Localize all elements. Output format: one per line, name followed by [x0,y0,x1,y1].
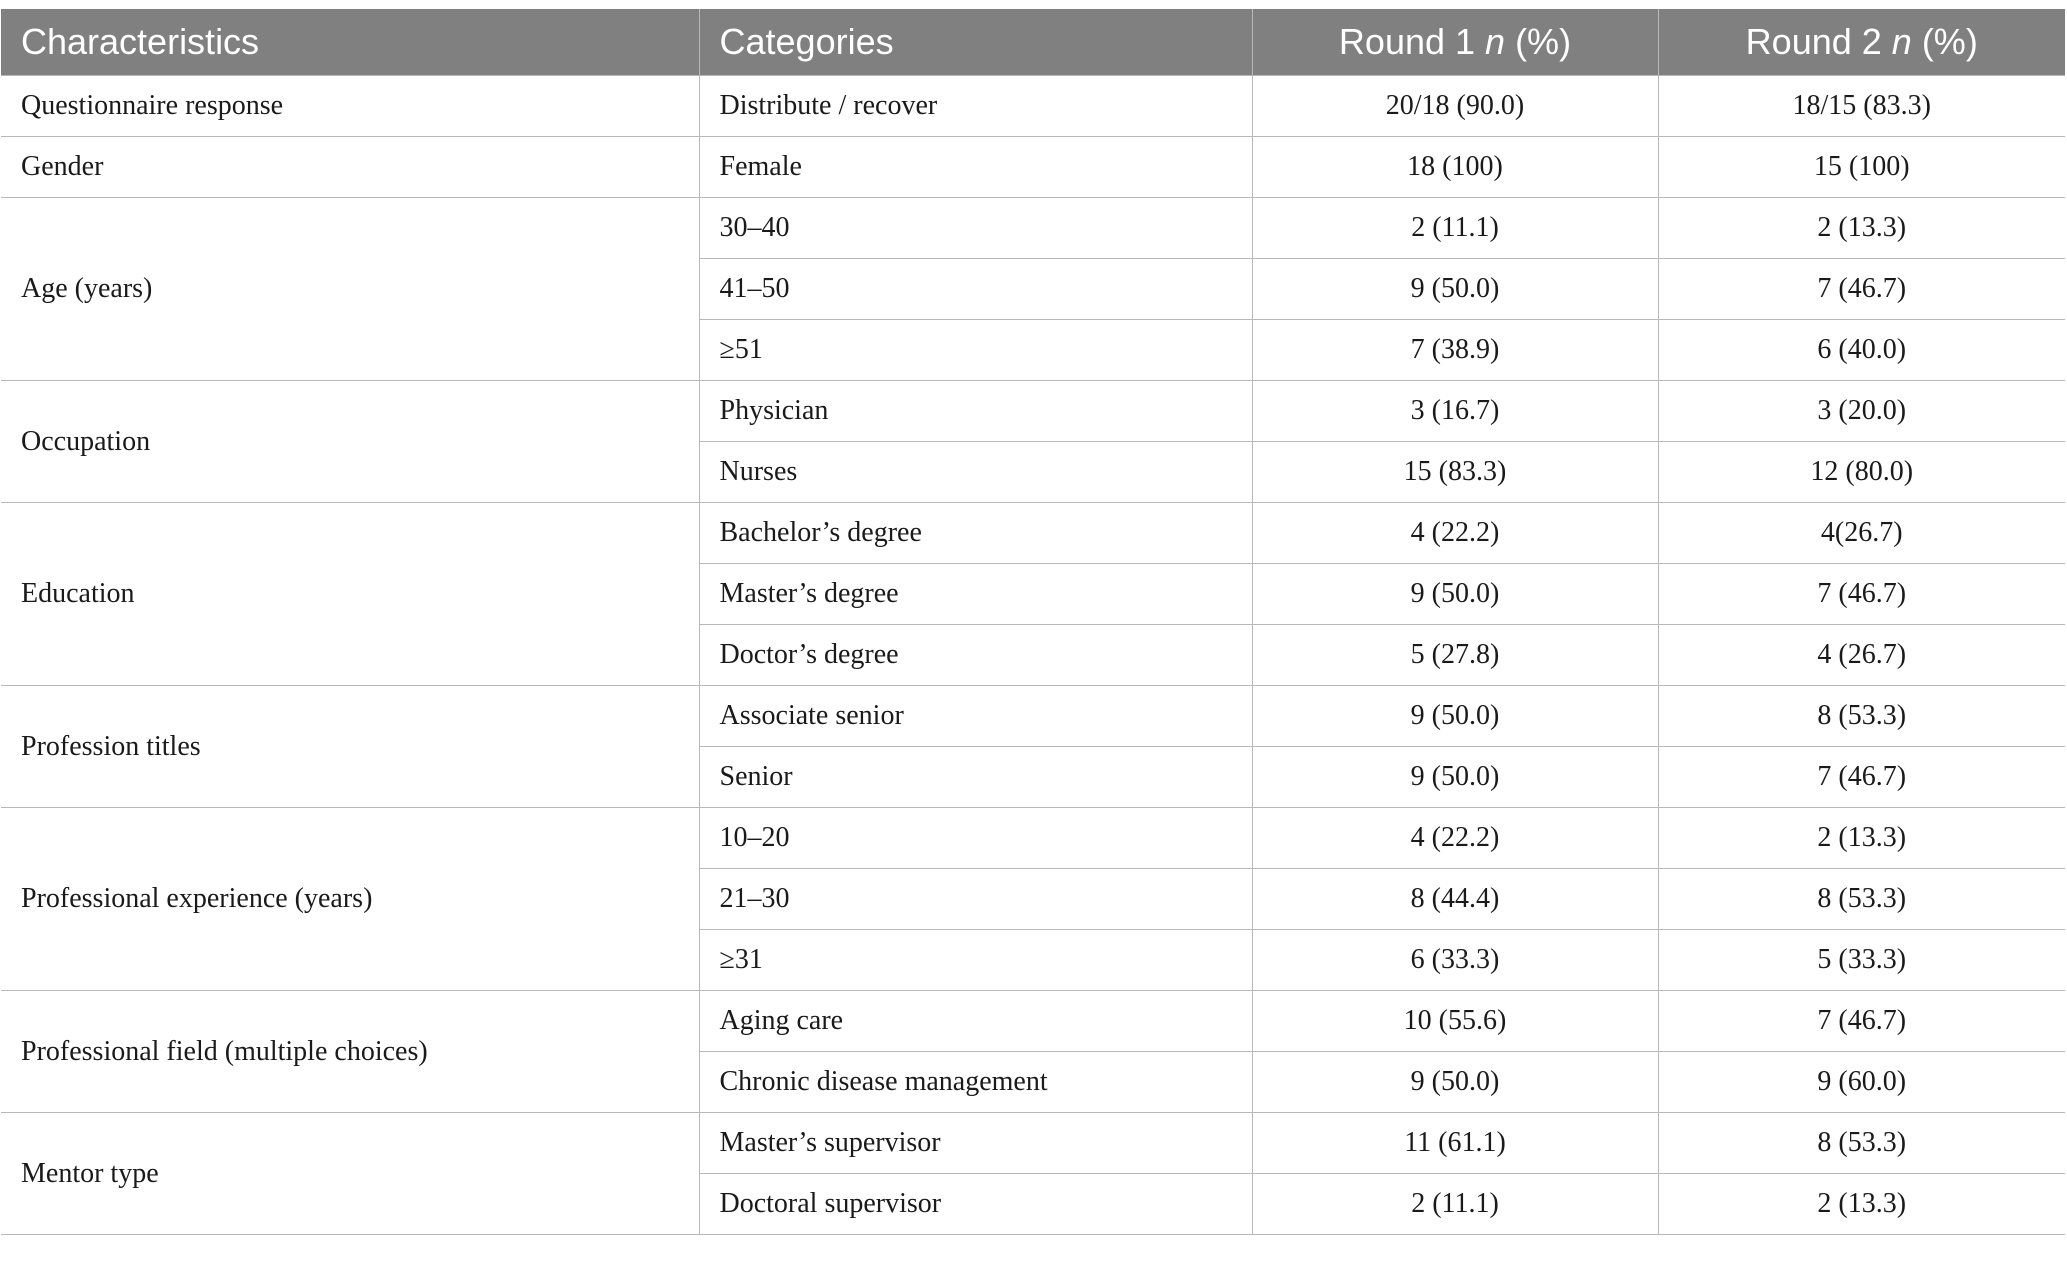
category-cell: Bachelor’s degree [699,503,1252,564]
characteristic-cell: Professional experience (years) [1,808,699,991]
characteristic-cell: Gender [1,137,699,198]
category-cell: Master’s supervisor [699,1113,1252,1174]
round1-cell: 7 (38.9) [1252,320,1658,381]
header-row [1,9,2065,76]
round1-cell: 9 (50.0) [1252,259,1658,320]
table-row [1,808,2065,869]
round1-cell: 10 (55.6) [1252,991,1658,1052]
table-row [1,1113,2065,1174]
header-categories: Categories [699,9,1252,76]
characteristic-cell: Occupation [1,381,699,503]
header-round2-prefix: Round 2 [1745,21,1892,62]
category-cell: 41–50 [699,259,1252,320]
category-cell: Female [699,137,1252,198]
header-round1 [1252,9,1658,76]
characteristic-cell: Questionnaire response [1,76,699,137]
round1-cell: 18 (100) [1252,137,1658,198]
category-cell: Master’s degree [699,564,1252,625]
round1-cell: 9 (50.0) [1252,686,1658,747]
round1-cell: 9 (50.0) [1252,747,1658,808]
round2-cell: 7 (46.7) [1658,991,2065,1052]
round2-cell: 5 (33.3) [1658,930,2065,991]
round1-cell: 15 (83.3) [1252,442,1658,503]
characteristic-cell: Professional field (multiple choices) [1,991,699,1113]
round2-cell: 8 (53.3) [1658,686,2065,747]
category-cell: Doctor’s degree [699,625,1252,686]
round2-cell: 12 (80.0) [1658,442,2065,503]
round1-cell: 4 (22.2) [1252,503,1658,564]
round1-cell: 5 (27.8) [1252,625,1658,686]
category-cell: 10–20 [699,808,1252,869]
category-cell: 21–30 [699,869,1252,930]
header-round2-n: n [1891,21,1912,62]
round1-cell: 2 (11.1) [1252,198,1658,259]
round2-cell: 2 (13.3) [1658,198,2065,259]
round2-cell: 4(26.7) [1658,503,2065,564]
category-cell: 30–40 [699,198,1252,259]
round2-cell: 6 (40.0) [1658,320,2065,381]
round1-cell: 9 (50.0) [1252,1052,1658,1113]
table-row [1,198,2065,259]
round1-cell: 3 (16.7) [1252,381,1658,442]
table-row [1,381,2065,442]
header-round2 [1658,9,2065,76]
round1-cell: 4 (22.2) [1252,808,1658,869]
round2-cell: 4 (26.7) [1658,625,2065,686]
round2-cell: 15 (100) [1658,137,2065,198]
category-cell: ≥31 [699,930,1252,991]
table-row [1,137,2065,198]
round1-cell: 2 (11.1) [1252,1174,1658,1235]
category-cell: Associate senior [699,686,1252,747]
category-cell: Nurses [699,442,1252,503]
table-row [1,76,2065,137]
header-round1-suffix: (%) [1505,21,1572,62]
round2-cell: 8 (53.3) [1658,1113,2065,1174]
table-row [1,503,2065,564]
round1-cell: 9 (50.0) [1252,564,1658,625]
table-body [1,76,2065,1235]
header-characteristics: Characteristics [1,9,699,76]
category-cell: Senior [699,747,1252,808]
round2-cell: 7 (46.7) [1658,564,2065,625]
table-header [1,9,2065,76]
characteristic-cell: Profession titles [1,686,699,808]
table-row [1,686,2065,747]
table-row [1,991,2065,1052]
category-cell: ≥51 [699,320,1252,381]
header-round1-n: n [1485,21,1506,62]
round2-cell: 8 (53.3) [1658,869,2065,930]
characteristic-cell: Age (years) [1,198,699,381]
characteristic-cell: Mentor type [1,1113,699,1235]
round1-cell: 8 (44.4) [1252,869,1658,930]
characteristics-table [1,9,2065,1235]
category-cell: Chronic disease management [699,1052,1252,1113]
round1-cell: 20/18 (90.0) [1252,76,1658,137]
round2-cell: 18/15 (83.3) [1658,76,2065,137]
round2-cell: 3 (20.0) [1658,381,2065,442]
round2-cell: 2 (13.3) [1658,808,2065,869]
header-round1-prefix: Round 1 [1338,21,1486,62]
round2-cell: 7 (46.7) [1658,259,2065,320]
category-cell: Doctoral supervisor [699,1174,1252,1235]
category-cell: Distribute / recover [699,76,1252,137]
category-cell: Aging care [699,991,1252,1052]
round1-cell: 6 (33.3) [1252,930,1658,991]
header-round2-suffix: (%) [1911,21,1978,62]
characteristic-cell: Education [1,503,699,686]
round2-cell: 7 (46.7) [1658,747,2065,808]
category-cell: Physician [699,381,1252,442]
round2-cell: 2 (13.3) [1658,1174,2065,1235]
round1-cell: 11 (61.1) [1252,1113,1658,1174]
characteristics-table-container [1,9,2065,1235]
round2-cell: 9 (60.0) [1658,1052,2065,1113]
